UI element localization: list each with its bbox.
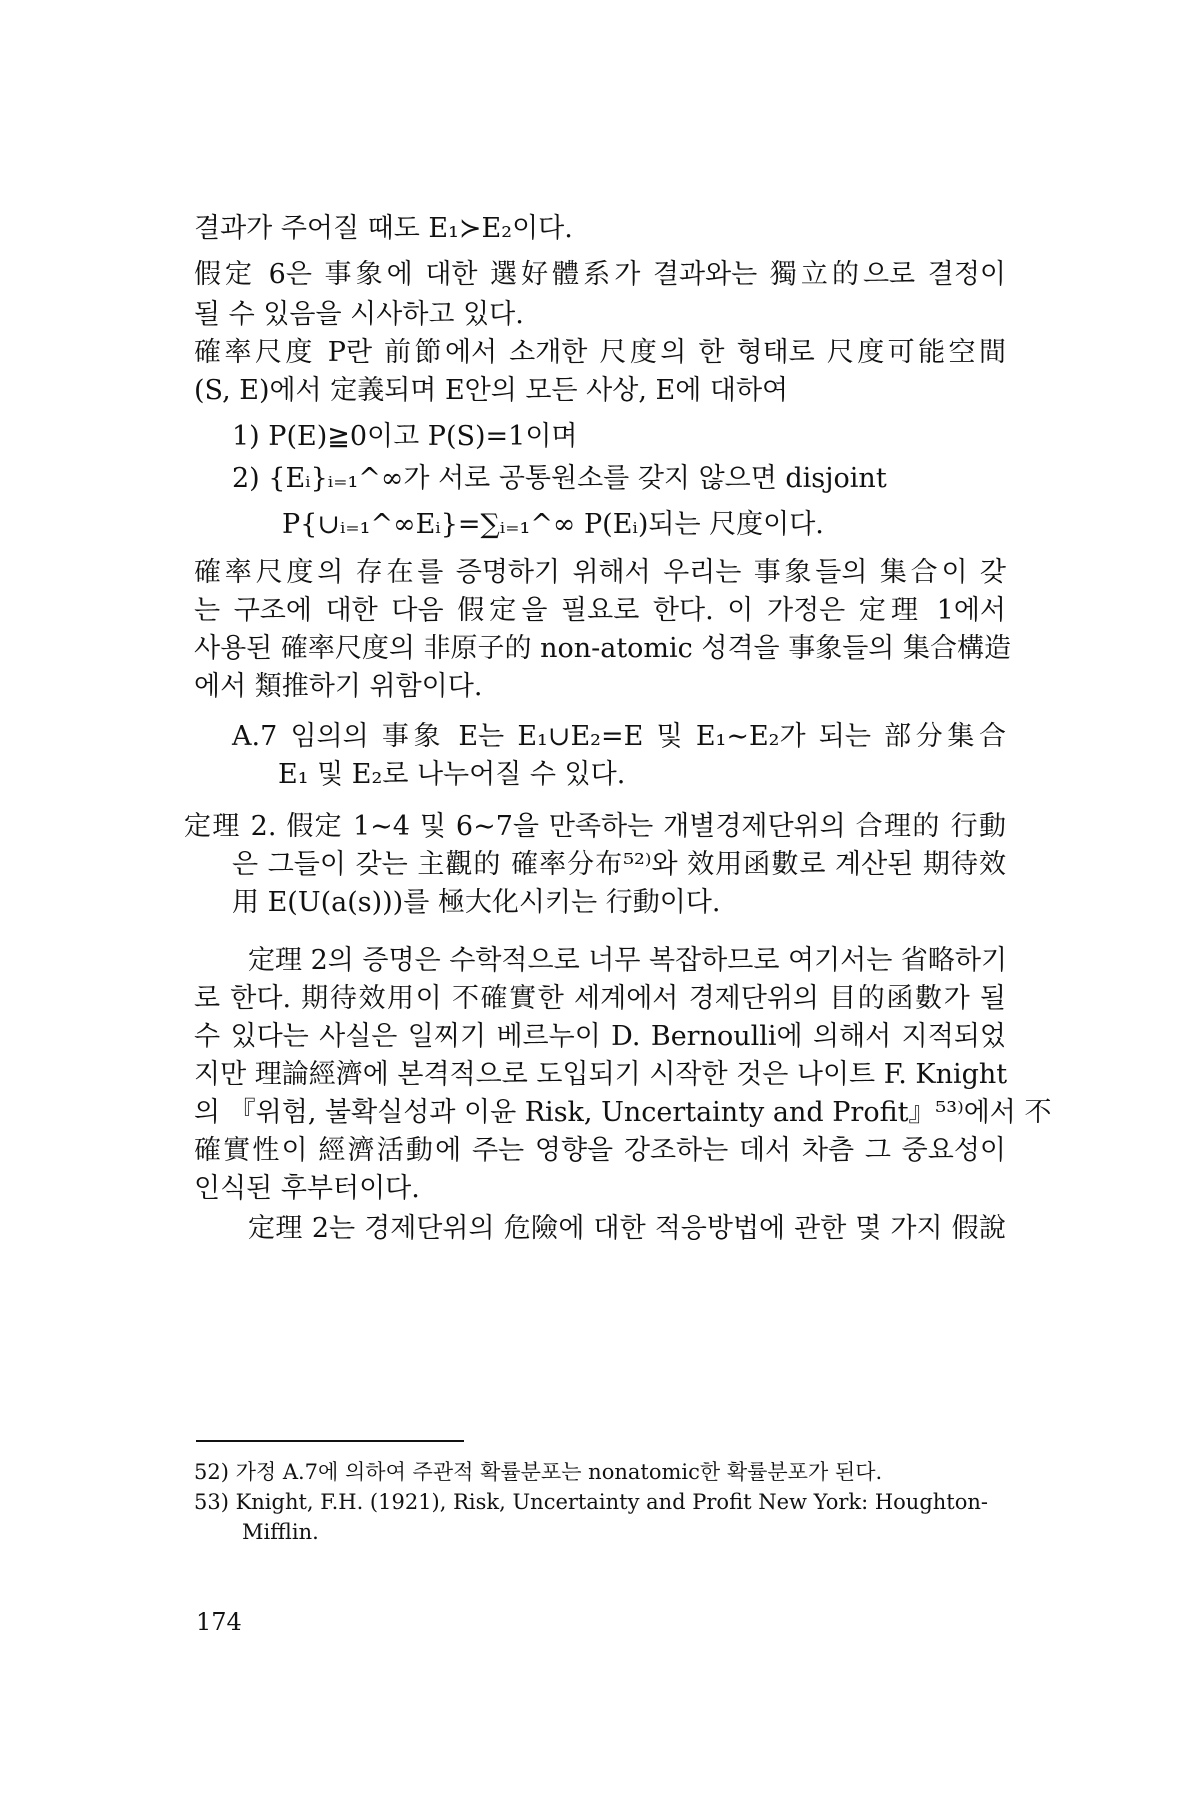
text-line: 確率尺度의 存在를 증명하기 위해서 우리는 事象들의 集合이 갖 bbox=[194, 557, 1006, 588]
text-line: 인식된 후부터이다. bbox=[194, 1173, 420, 1204]
text-line: 確實性이 經濟活動에 주는 영향을 강조하는 데서 차츰 그 중요성이 bbox=[194, 1135, 1006, 1166]
text-line: 지만 理論經濟에 본격적으로 도입되기 시작한 것은 나이트 F. Knight bbox=[194, 1059, 1008, 1090]
text-line: 定理 2는 경제단위의 危險에 대한 적응방법에 관한 몇 가지 假說 bbox=[248, 1213, 1006, 1244]
page-number: 174 bbox=[196, 1608, 242, 1636]
assumption-a7-cont: E₁ 및 E₂로 나누어질 수 있다. bbox=[278, 759, 626, 790]
text-line: 될 수 있음을 시사하고 있다. bbox=[194, 299, 524, 330]
formula-line: P{∪ᵢ₌₁^∞Eᵢ}=∑ᵢ₌₁^∞ P(Eᵢ)되는 尺度이다. bbox=[282, 509, 824, 540]
text-line: 에서 類推하기 위함이다. bbox=[194, 671, 483, 702]
text-line: 定理 2의 증명은 수학적으로 너무 복잡하므로 여기서는 省略하기 bbox=[248, 945, 1008, 976]
text-line: 로 한다. 期待效用이 不確實한 세계에서 경제단위의 目的函數가 될 bbox=[194, 983, 1006, 1014]
condition-1: 1) P(E)≧0이고 P(S)=1이며 bbox=[232, 421, 578, 452]
text-line: 는 구조에 대한 다음 假定을 필요로 한다. 이 가정은 定理 1에서 bbox=[194, 595, 1006, 626]
footnote-divider bbox=[196, 1440, 464, 1442]
text-line: 수 있다는 사실은 일찌기 베르누이 D. Bernoulli에 의해서 지적되었 bbox=[194, 1021, 1006, 1052]
text-line: 假定 6은 事象에 대한 選好體系가 결과와는 獨立的으로 결정이 bbox=[194, 259, 1006, 290]
theorem-2-text: 은 그들이 갖는 主觀的 確率分布⁵²⁾와 效用函數로 계산된 期待效 bbox=[232, 849, 1006, 880]
text-line: (S, E)에서 定義되며 E안의 모든 사상, E에 대하여 bbox=[194, 375, 789, 406]
footnote-53: 53) Knight, F.H. (1921), Risk, Uncertainty and Profit New York: Houghton- bbox=[194, 1490, 989, 1514]
text-line: 確率尺度 P란 前節에서 소개한 尺度의 한 형태로 尺度可能空間 bbox=[194, 337, 1006, 368]
text-line: 사용된 確率尺度의 非原子的 non-atomic 성격을 事象들의 集合構造 bbox=[194, 633, 1011, 664]
theorem-2-text: 用 E(U(a(s)))를 極大化시키는 行動이다. bbox=[232, 887, 721, 918]
text-line: 결과가 주어질 때도 E₁≻E₂이다. bbox=[194, 213, 573, 244]
assumption-a7: A.7 임의의 事象 E는 E₁∪E₂=E 및 E₁∼E₂가 되는 部分集合 bbox=[232, 721, 1006, 752]
footnote-53-cont: Mifflin. bbox=[242, 1520, 319, 1544]
theorem-2-heading: 定理 2. 假定 1∼4 및 6∼7을 만족하는 개별경제단위의 合理的 行動 bbox=[184, 811, 1006, 842]
condition-2: 2) {Eᵢ}ᵢ₌₁^∞가 서로 공통원소를 갖지 않으면 disjoint bbox=[232, 463, 887, 494]
footnote-52: 52) 가정 A.7에 의하여 주관적 확률분포는 nonatomic한 확률분포가 된다. bbox=[194, 1460, 883, 1484]
text-line: 의 『위험, 불확실성과 이윤 Risk, Uncertainty and Profit』⁵³⁾에서 不 bbox=[194, 1097, 1052, 1128]
